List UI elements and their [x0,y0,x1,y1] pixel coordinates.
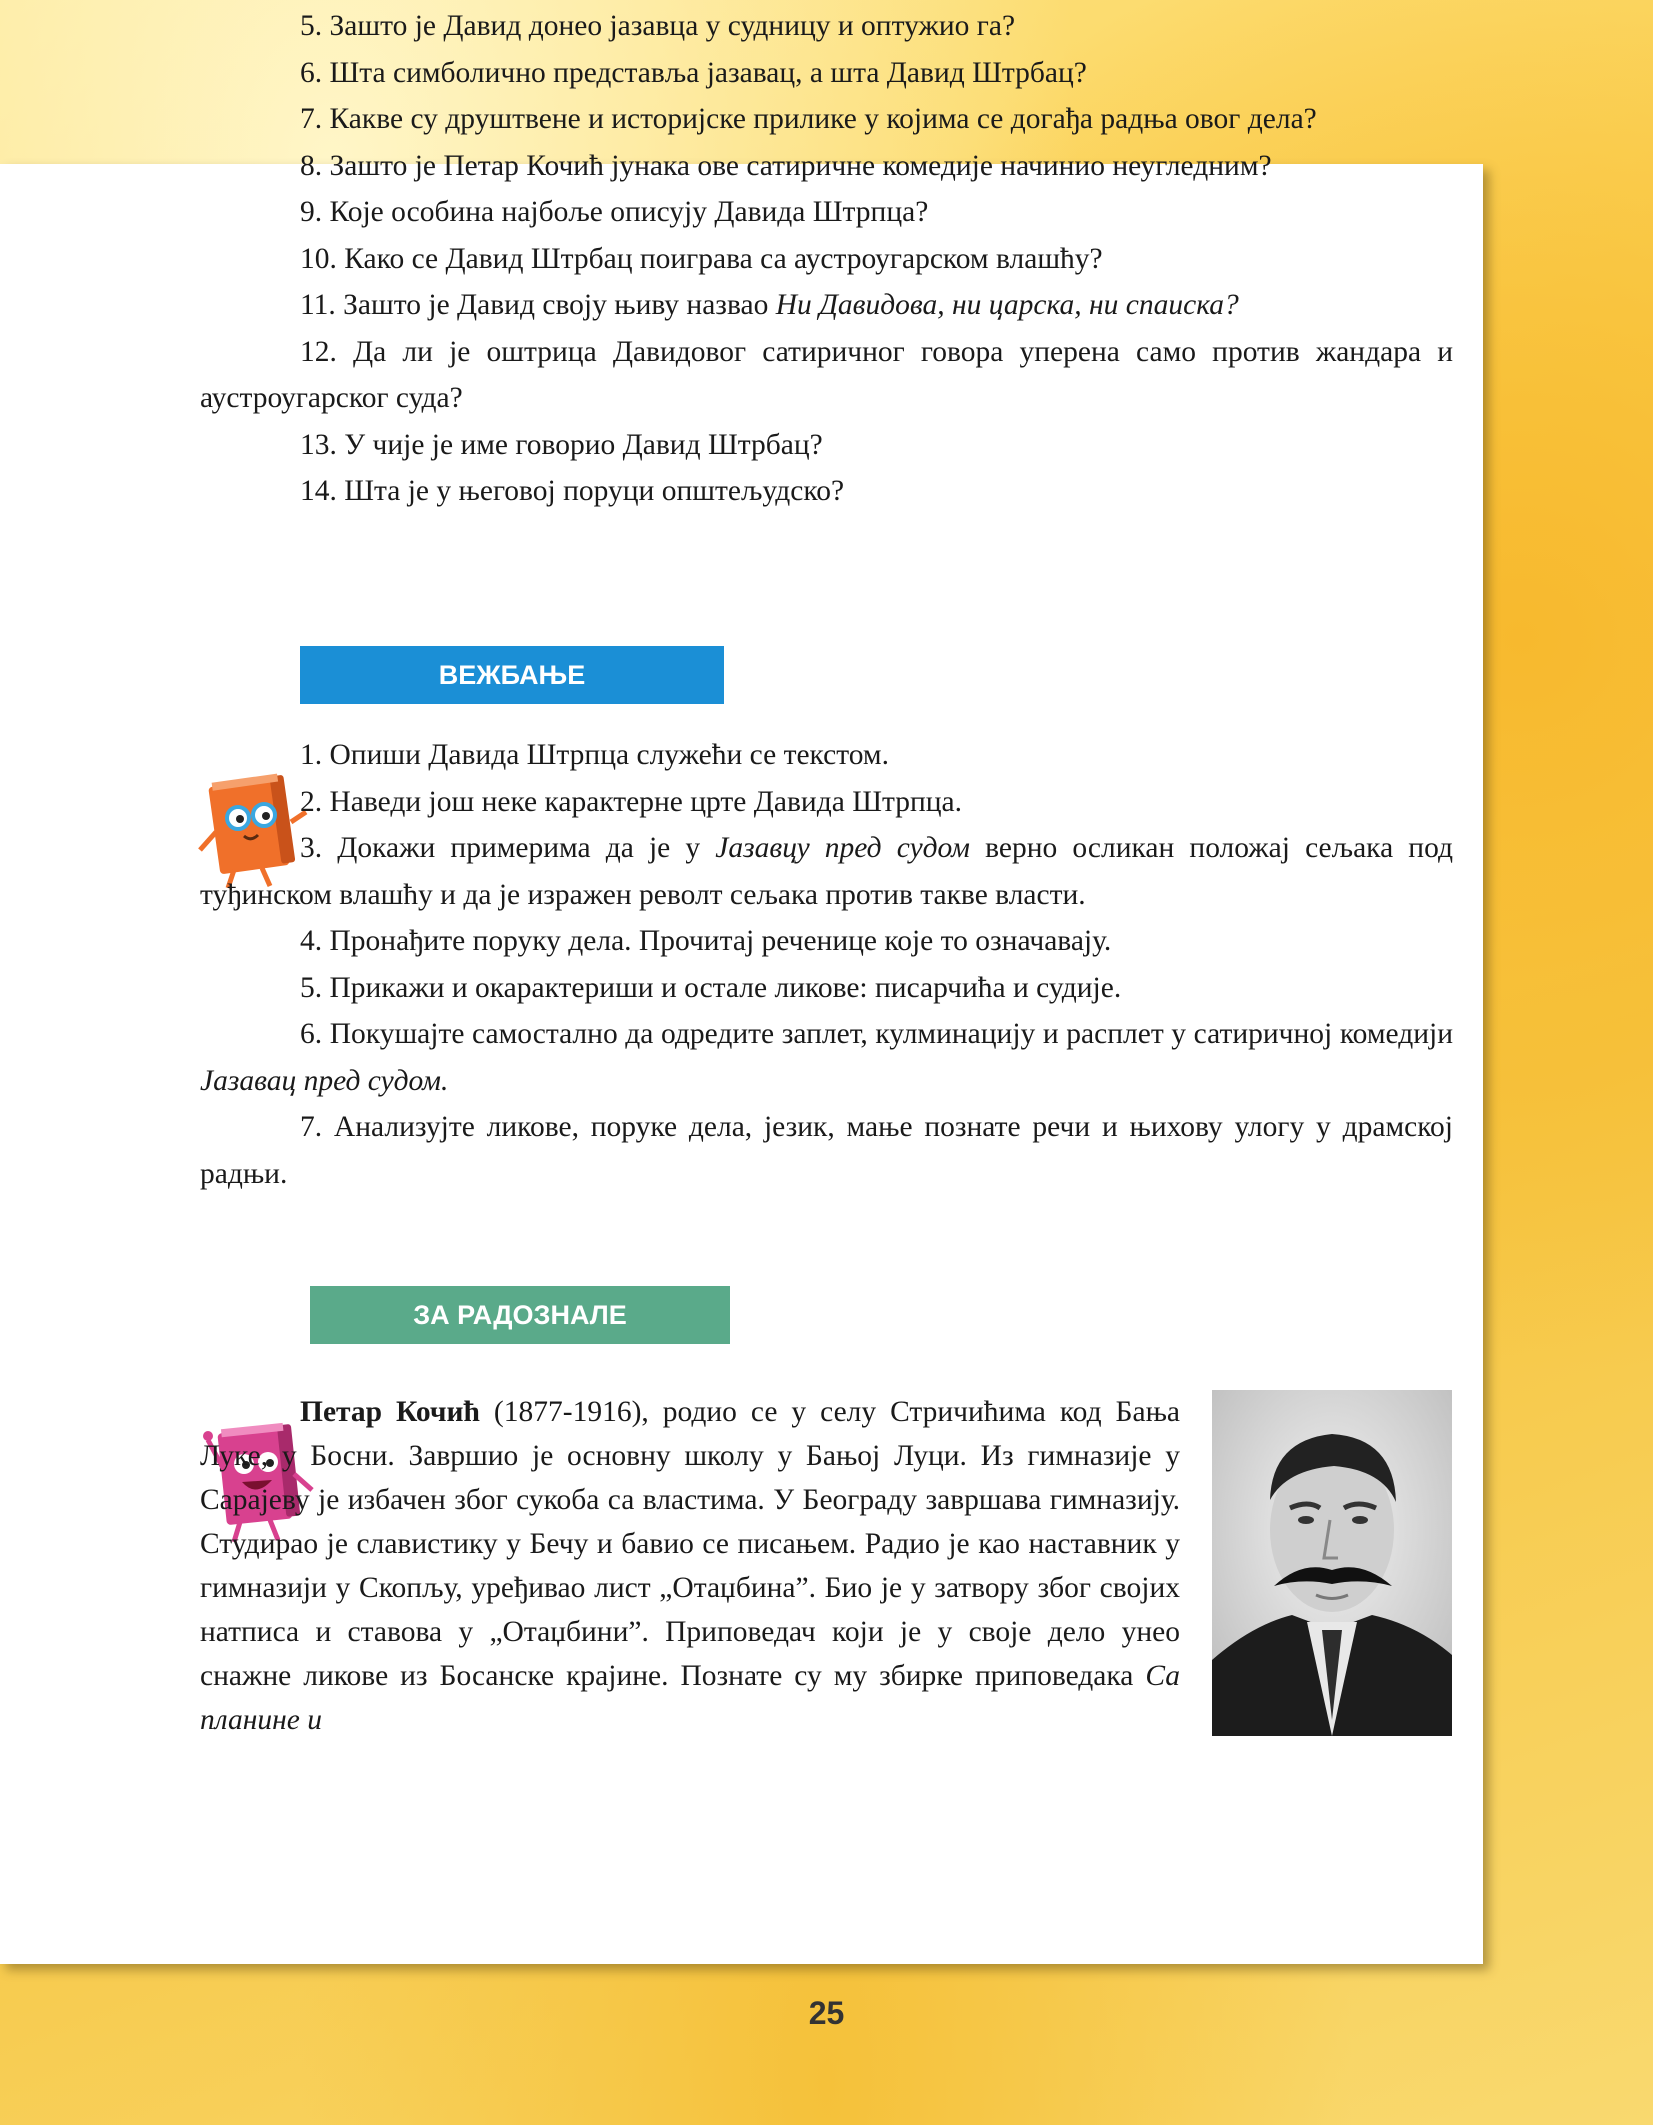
exercise-4: 4. Пронађите поруку дела. Прочитај реченице које то означавају. [300,925,1112,957]
portrait-image-icon [1212,1390,1452,1736]
exercise-1: 1. Опиши Давида Штрпца служећи се текстом. [300,739,889,771]
exercise-6: 6. Покушајте самостално да одредите заплет, кулминацију и расплет у сатиричној комедији Јазавац пред судом. [200,1018,1453,1097]
question-10: 10. Како се Давид Штрбац поиграва са аустроугарском влашћу? [300,242,1103,275]
author-biography [200,1390,1180,1742]
exercise-3: 3. Докажи примерима да је у Јазавцу пред судом верно осликан положај сељака под туђинском влашћу и да је изражен револт сељака против такве власти. [200,832,1453,911]
curious-banner: ЗА РАДОЗНАЛЕ [310,1286,730,1344]
exercises-list [200,732,1453,1197]
exercises-banner: ВЕЖБАЊЕ [300,646,724,704]
question-13: 13. У чије је име говорио Давид Штрбац? [300,428,823,461]
author-name: Петар Кочић [300,1396,480,1428]
question-12: 12. Да ли је оштрица Давидовог сатиричног говора уперена само против жандара и аустроугарског суда? [200,335,1453,414]
question-6: 6. Шта симболично представља јазавац, а шта Давид Штрбац? [300,56,1087,89]
exercise-7: 7. Анализујте ликове, поруке дела, језик, мање познате речи и њихову улогу у драмској радњи. [200,1111,1453,1190]
question-5: 5. Зашто је Давид донео јазавца у судницу и оптужио га? [300,10,1016,42]
question-14: 14. Шта је у његовој поруци општељудско? [300,475,845,507]
biography-paragraph: Петар Кочић (1877-1916), родио се у селу Стричићима код Бања Луке, у Босни. Завршио је основну школу у Бањој Луци. Из гимназије у Сарајеву је избачен због сукоба са властима. У Београду завршава гимназију. Студирао је славистику у Бечу и бавио се писањем. Радио је као наставник у гимназији у Скопљу, уређивао лист „Отаџбина”. Био је у затвору због својих натписа и ставова у „Отаџбини”. Приповедач који је у своје дело унео снажне ликове из Босанске крајине. Познате су му збирке приповедака Са планине и [200,1396,1181,1736]
author-portrait [1212,1390,1452,1736]
page-number: 25 [808,1995,845,2031]
question-9: 9. Које особина најбоље описују Давида Штрпца? [300,196,929,228]
question-8: 8. Зашто је Петар Кочић јунака ове сатиричне комедије начинио неугледним? [300,149,1272,182]
exercise-2: 2. Наведи још неке карактерне црте Давида Штрпца. [300,785,962,818]
exercise-5: 5. Прикажи и окарактериши и остале ликове: писарчића и судије. [300,971,1122,1004]
questions-list [200,3,1453,515]
question-7: 7. Какве су друштвене и историјске прилике у којима се догађа радња овог дела? [300,103,1317,135]
question-11: 11. Зашто је Давид своју њиву назвао Ни Давидова, ни царска, ни спаиска? [300,289,1239,321]
